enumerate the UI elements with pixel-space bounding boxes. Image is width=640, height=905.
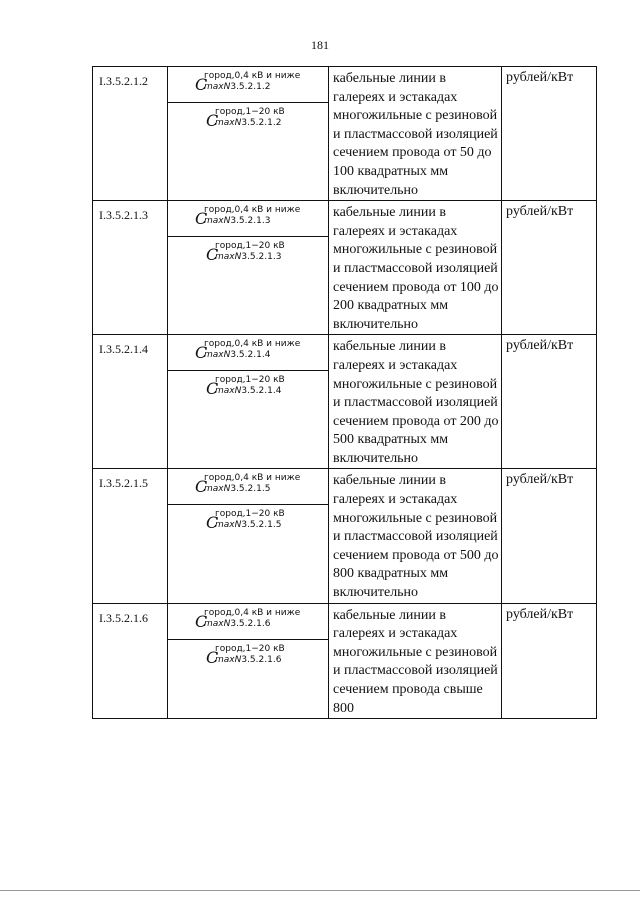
tariff-table — [92, 66, 597, 719]
page-number: 181 — [311, 38, 329, 52]
formula-medium-voltage — [168, 504, 328, 540]
row-unit: рублей/кВт — [502, 201, 597, 335]
formula-cell — [168, 67, 329, 201]
row-unit: рублей/кВт — [502, 469, 597, 603]
row-description: кабельные линии в галереях и эстакадах многожильные с резиновой и пластмассовой изоляцией сечением провода от 50 до 100 квадратных мм включительно — [329, 67, 502, 201]
formula-low-voltage — [168, 335, 328, 370]
row-code: I.3.5.2.1.2 — [93, 67, 168, 201]
formula-subscript: maxN3.5.2.1.4 — [215, 386, 282, 397]
formula-subscript: maxN3.5.2.1.3 — [204, 216, 271, 227]
formula-subscript: maxN3.5.2.1.3 — [215, 252, 282, 263]
formula-subscript: maxN3.5.2.1.6 — [204, 618, 271, 629]
formula-superscript: город,0,4 кВ и ниже — [204, 473, 301, 484]
row-code: I.3.5.2.1.5 — [93, 469, 168, 603]
formula-superscript: город,1−20 кВ — [215, 375, 285, 386]
formula-cell — [168, 603, 329, 719]
row-code: I.3.5.2.1.3 — [93, 201, 168, 335]
formula-symbol: C — [195, 343, 208, 363]
formula-superscript: город,0,4 кВ и ниже — [204, 607, 301, 618]
formula-subscript: maxN3.5.2.1.2 — [204, 82, 271, 92]
formula-symbol: C — [195, 209, 208, 229]
table-row — [93, 67, 597, 201]
row-description: кабельные линии в галереях и эстакадах многожильные с резиновой и пластмассовой изоляцией сечением провода от 200 до 500 квадратных мм включительно — [329, 335, 502, 469]
formula-superscript: город,1−20 кВ — [215, 643, 285, 654]
formula-cell — [168, 201, 329, 335]
table-row — [93, 469, 597, 603]
formula-low-voltage — [168, 604, 328, 639]
row-unit: рублей/кВт — [502, 603, 597, 719]
row-unit: рублей/кВт — [502, 67, 597, 201]
formula-subscript: maxN3.5.2.1.2 — [215, 118, 282, 128]
formula-medium-voltage — [168, 639, 328, 675]
formula-symbol: C — [195, 477, 208, 497]
row-code: I.3.5.2.1.4 — [93, 335, 168, 469]
formula-medium-voltage — [168, 102, 328, 138]
formula-low-voltage — [168, 469, 328, 504]
row-unit: рублей/кВт — [502, 335, 597, 469]
formula-medium-voltage — [168, 236, 328, 272]
row-description: кабельные линии в галереях и эстакадах многожильные с резиновой и пластмассовой изоляцией сечением провода свыше 800 — [329, 603, 502, 719]
formula-superscript: город,0,4 кВ и ниже — [204, 71, 301, 81]
formula-superscript: город,0,4 кВ и ниже — [204, 205, 301, 216]
table-row — [93, 603, 597, 719]
formula-low-voltage — [168, 67, 328, 102]
formula-subscript: maxN3.5.2.1.4 — [204, 350, 271, 361]
formula-symbol: C — [206, 111, 219, 130]
formula-symbol: C — [206, 647, 219, 667]
formula-superscript: город,0,4 кВ и ниже — [204, 339, 301, 350]
formula-subscript: maxN3.5.2.1.6 — [215, 654, 282, 665]
formula-symbol: C — [195, 611, 208, 631]
formula-subscript: maxN3.5.2.1.5 — [204, 484, 271, 495]
formula-cell — [168, 469, 329, 603]
row-code: I.3.5.2.1.6 — [93, 603, 168, 719]
formula-symbol: C — [206, 513, 219, 533]
formula-symbol: C — [195, 75, 208, 94]
formula-low-voltage — [168, 201, 328, 236]
formula-superscript: город,1−20 кВ — [215, 241, 285, 252]
row-description: кабельные линии в галереях и эстакадах многожильные с резиновой и пластмассовой изоляцией сечением провода от 100 до 200 квадратных мм включительно — [329, 201, 502, 335]
page-bottom-rule — [0, 890, 640, 891]
formula-superscript: город,1−20 кВ — [215, 509, 285, 520]
formula-symbol: C — [206, 245, 219, 265]
table-body — [93, 67, 597, 719]
row-description: кабельные линии в галереях и эстакадах многожильные с резиновой и пластмассовой изоляцией сечением провода от 500 до 800 квадратных мм включительно — [329, 469, 502, 603]
table-row — [93, 201, 597, 335]
formula-subscript: maxN3.5.2.1.5 — [215, 520, 282, 531]
formula-superscript: город,1−20 кВ — [215, 107, 285, 117]
formula-cell — [168, 335, 329, 469]
formula-medium-voltage — [168, 370, 328, 406]
table-row — [93, 335, 597, 469]
formula-symbol: C — [206, 379, 219, 399]
